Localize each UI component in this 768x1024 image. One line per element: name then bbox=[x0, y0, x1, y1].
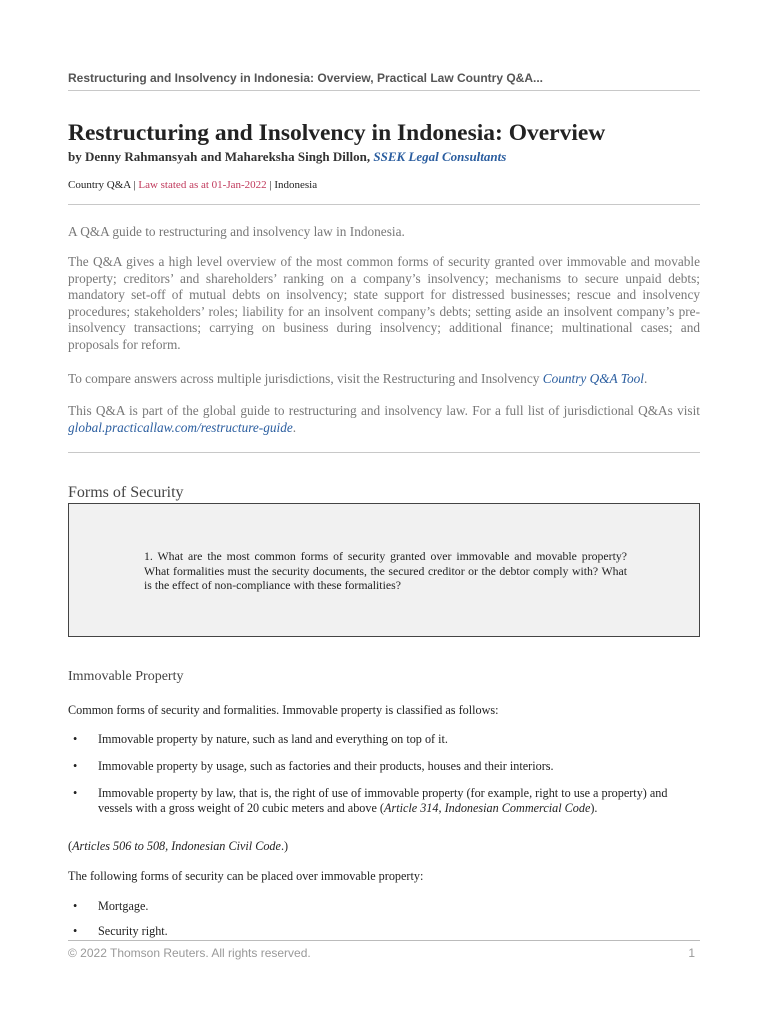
commercial-code-citation: Article 314, Indonesian Commercial Code bbox=[384, 800, 591, 815]
meta-separator: | bbox=[130, 179, 139, 191]
intro-paragraph-2: The Q&A gives a high level overview of the most common forms of security granted over immovable and movable property; creditors’ and shareholders’ ranking on a company’s insolvency; mechanisms to secure unpaid debts; mandatory set-off of mutual debts on insolvency; state support for distressed businesses; rescue and insolvency procedures; stakeholders’ roles; liability for an insolvent company’s debts; setting aside an insolvent company’s pre-insolvency transactions; carrying on business during insolvency; additional finance; multinational cases; and proposals for reform. bbox=[68, 254, 700, 352]
citation-italic: Articles 506 to 508, Indonesian Civil Code bbox=[72, 839, 281, 853]
body-paragraph-2: The following forms of security can be placed over immovable property: bbox=[68, 869, 424, 883]
meta-jurisdiction: Indonesia bbox=[274, 179, 318, 191]
body-paragraph-1: Common forms of security and formalities. Immovable property is classified as follows: bbox=[68, 703, 499, 717]
law-stated-date: Law stated as at 01-Jan-2022 bbox=[138, 179, 267, 191]
byline bbox=[68, 149, 506, 165]
running-header: Restructuring and Insolvency in Indonesia: Overview, Practical Law Country Q&A... bbox=[68, 71, 544, 85]
list-item-text: Immovable property by nature, such as land and everything on top of it. bbox=[98, 732, 448, 746]
restructure-guide-link[interactable]: global.practicallaw.com/restructure-guide bbox=[68, 419, 293, 435]
list-item-text-main: Immovable property by law, that is, the right of use of immovable property (for example, right to use a property) and vessels with a gross weight of 20 cubic meters and above ( bbox=[98, 786, 668, 815]
subsection-title: Immovable Property bbox=[68, 669, 184, 684]
bullet-marker: • bbox=[73, 732, 78, 746]
footer-divider bbox=[68, 940, 700, 941]
intro-paragraph-4 bbox=[68, 403, 700, 436]
intro-paragraph-4-end: . bbox=[292, 419, 297, 435]
section-title: Forms of Security bbox=[68, 484, 184, 501]
list-item-text: Immovable property by usage, such as factories and their products, houses and their interiors. bbox=[98, 759, 554, 773]
document-title: Restructuring and Insolvency in Indonesia: Overview bbox=[68, 120, 606, 146]
firm-link[interactable]: SSEK Legal Consultants bbox=[373, 149, 507, 164]
copyright-notice: © 2022 Thomson Reuters. All rights reserved. bbox=[68, 946, 311, 960]
bullet-marker: • bbox=[73, 786, 78, 800]
intro-paragraph-3 bbox=[68, 371, 700, 388]
civil-code-citation bbox=[68, 839, 700, 854]
intro-paragraph-3-text: To compare answers across multiple jurisdictions, visit the Restructuring and Insolvency bbox=[68, 371, 543, 386]
meta-divider bbox=[68, 204, 700, 205]
meta-separator: | bbox=[266, 179, 275, 191]
intro-paragraph-4-text: This Q&A is part of the global guide to restructuring and insolvency law. For a full list of jurisdictional Q&As visit bbox=[68, 403, 700, 418]
citation-close: .) bbox=[280, 839, 289, 853]
bullet-marker: • bbox=[73, 759, 78, 773]
page-footer bbox=[68, 946, 695, 960]
list-item-text bbox=[98, 786, 698, 815]
byline-authors: by Denny Rahmansyah and Mahareksha Singh Dillon, bbox=[68, 149, 374, 164]
intro-paragraph-3-end: . bbox=[643, 371, 648, 386]
meta-type: Country Q&A bbox=[68, 179, 131, 191]
list-item-text: Mortgage. bbox=[98, 899, 149, 913]
bullet-marker: • bbox=[73, 899, 78, 913]
citation-open: ( bbox=[68, 839, 73, 853]
list-item-text: Security right. bbox=[98, 924, 168, 938]
question-box bbox=[68, 503, 700, 637]
list-item-text-end: ). bbox=[590, 800, 598, 815]
bullet-marker: • bbox=[73, 924, 78, 938]
country-qa-tool-link[interactable]: Country Q&A Tool bbox=[542, 371, 644, 386]
document-meta bbox=[68, 179, 317, 191]
page-number: 1 bbox=[688, 946, 695, 960]
intro-paragraph-1: A Q&A guide to restructuring and insolvency law in Indonesia. bbox=[68, 224, 405, 239]
question-text: 1. What are the most common forms of security granted over immovable and movable property? What formalities must the security documents, the secured creditor or the debtor comply with? What is the effect of non-compliance with these formalities? bbox=[144, 549, 627, 592]
intro-divider bbox=[68, 452, 700, 453]
header-divider bbox=[68, 90, 700, 91]
